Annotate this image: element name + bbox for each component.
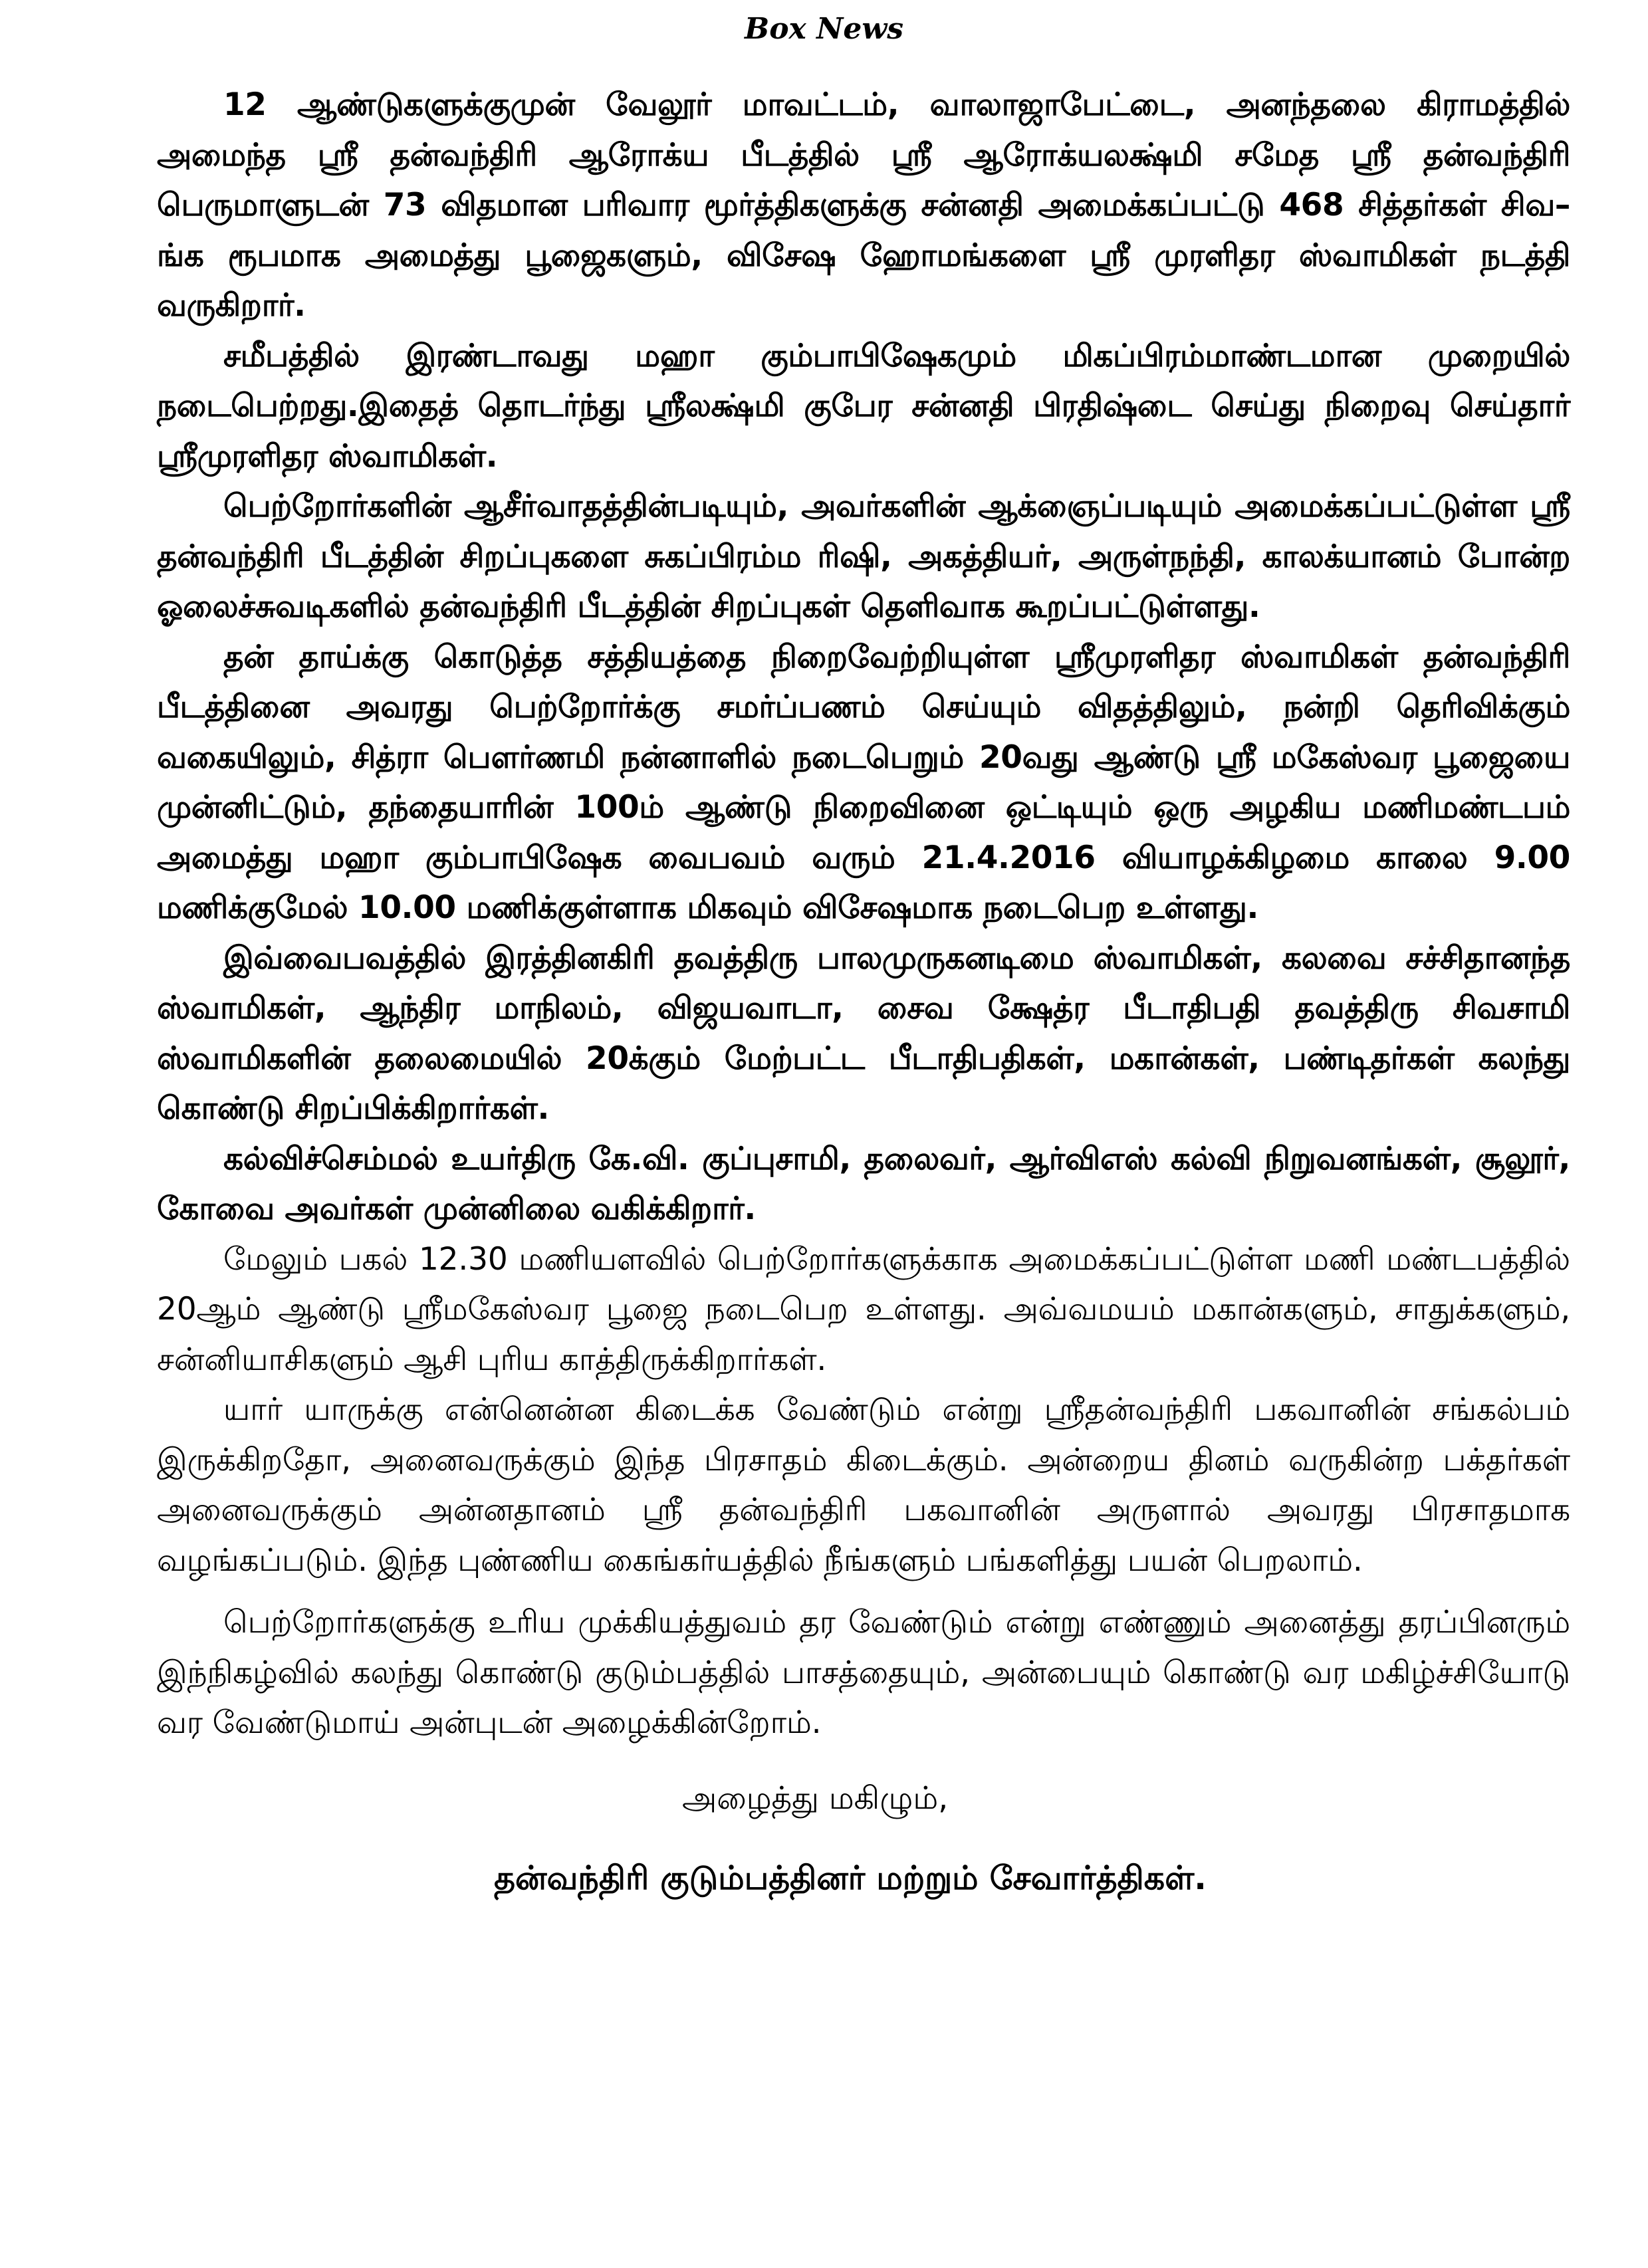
article-body xyxy=(157,80,1570,1904)
paragraph-event-details: தன் தாய்க்கு கொடுத்த சத்தியத்தை நிறைவேற்றியுள்ள ஸ்ரீமுரளிதர ஸ்வாமிகள் தன்வந்திரி பீடத்தினை அவரது பெற்றோர்க்கு சமர்ப்பணம் செய்யும் விதத்திலும், நன்றி தெரிவிக்கும் வகையிலும், சித்ரா பௌர்ணமி நன்னாளில் நடைபெறும் 20வது ஆண்டு ஸ்ரீ மகேஸ்வர பூஜையை முன்னிட்டும், தந்தையாரின் 100ம் ஆண்டு நிறைவினை ஒட்டியும் ஒரு அழகிய மணிமண்டபம் அமைத்து மஹா கும்பாபிஷேக வைபவம் வரும் 21.4.2016 வியாழக்கிழமை காலை 9.00 மணிக்குமேல் 10.00 மணிக்குள்ளாக மிகவும் விசேஷமாக நடைபெற உள்ளது. xyxy=(157,638,1570,926)
paragraph-prasadam: யார் யாருக்கு என்னென்ன கிடைக்க வேண்டும் என்று ஸ்ரீதன்வந்திரி பகவானின் சங்கல்பம் இருக்கிறதோ, அனைவருக்கும் இந்த பிரசாதம் கிடைக்கும். அன்றைய தினம் வருகின்ற பக்தர்கள் அனைவருக்கும் அன்னதானம் ஸ்ரீ தன்வந்திரி பகவானின் அருளால் அவரது பிரசாதமாக வழங்கப்படும். இந்த புண்ணிய கைங்கர்யத்தில் நீங்களும் பங்களித்து பயன் பெறலாம். xyxy=(157,1391,1570,1579)
paragraph-intro: 12 ஆண்டுகளுக்குமுன் வேலூர் மாவட்டம், வாலாஜாபேட்டை, அனந்தலை கிராமத்தில் அமைந்த ஸ்ரீ தன்வந்திரி ஆரோக்ய பீடத்தில் ஸ்ரீ ஆரோக்யலக்ஷ்மி சமேத ஸ்ரீ தன்வந்திரி பெருமாளுடன் 73 விதமான பரிவார மூர்த்திகளுக்கு சன்னதி அமைக்கப்பட்டு 468 சித்தர்கள் சிவ–ங்க ரூபமாக அமைத்து பூஜைகளும், விசேஷ ஹோமங்களை ஸ்ரீ முரளிதர ஸ்வாமிகள் நடத்தி வருகிறார். xyxy=(157,86,1570,324)
paragraph-presiding: கல்விச்செம்மல் உயர்திரு கே.வி. குப்புசாமி, தலைவர், ஆர்விஎஸ் கல்வி நிறுவனங்கள், சூலூர், கோவை அவர்கள் முன்னிலை வகிக்கிறார். xyxy=(157,1140,1570,1227)
paragraph-spacer xyxy=(157,1585,1570,1597)
paragraph-maheswara-pooja: மேலும் பகல் 12.30 மணியளவில் பெற்றோர்களுக்காக அமைக்கப்பட்டுள்ள மணி மண்டபத்தில் 20ஆம் ஆண்டு ஸ்ரீமகேஸ்வர பூஜை நடைபெற உள்ளது. அவ்வமயம் மகான்களும், சாதுக்களும், சன்னியாசிகளும் ஆசி புரிய காத்திருக்கிறார்கள். xyxy=(157,1240,1570,1378)
page-header: Box News xyxy=(745,12,903,46)
paragraph-kumbabhishekam: சமீபத்தில் இரண்டாவது மஹா கும்பாபிஷேகமும் மிகப்பிரம்மாண்டமான முறையில் நடைபெற்றது.இதைத் தொடர்ந்து ஸ்ரீலக்ஷ்மி குபேர சன்னதி பிரதிஷ்டை செய்து நிறைவு செய்தார் ஸ்ரீமுரளிதர ஸ்வாமிகள். xyxy=(157,337,1570,475)
paragraph-invitation: பெற்றோர்களுக்கு உரிய முக்கியத்துவம் தர வேண்டும் என்று எண்ணும் அனைத்து தரப்பினரும் இந்நிகழ்வில் கலந்து கொண்டு குடும்பத்தில் பாசத்தையும், அன்பையும் கொண்டு வர மகிழ்ச்சியோடு வர வேண்டுமாய் அன்புடன் அழைக்கின்றோம். xyxy=(157,1604,1570,1741)
paragraph-dignitaries: இவ்வைபவத்தில் இரத்தினகிரி தவத்திரு பாலமுருகனடிமை ஸ்வாமிகள், கலவை சச்சிதானந்த ஸ்வாமிகள், ஆந்திர மாநிலம், விஜயவாடா, சைவ க்ஷேத்ர பீடாதிபதி தவத்திரு சிவசாமி ஸ்வாமிகளின் தலைமையில் 20க்கும் மேற்பட்ட பீடாதிபதிகள், மகான்கள், பண்டிதர்கள் கலந்து கொண்டு சிறப்பிக்கிறார்கள். xyxy=(157,939,1570,1127)
signature: தன்வந்திரி குடும்பத்தினர் மற்றும் சேவார்த்திகள். xyxy=(494,1859,1207,1897)
closing-line: அழைத்து மகிழும், xyxy=(682,1779,949,1817)
paragraph-parents-blessing: பெற்றோர்களின் ஆசீர்வாதத்தின்படியும், அவர்களின் ஆக்ஞைப்படியும் அமைக்கப்பட்டுள்ள ஸ்ரீ தன்வந்திரி பீடத்தின் சிறப்புகளை சுகப்பிரம்ம ரிஷி, அகத்தியர், அருள்நந்தி, காலக்யானம் போன்ற ஓலைச்சுவடிகளில் தன்வந்திரி பீடத்தின் சிறப்புகள் தெளிவாக கூறப்பட்டுள்ளது. xyxy=(157,488,1570,625)
